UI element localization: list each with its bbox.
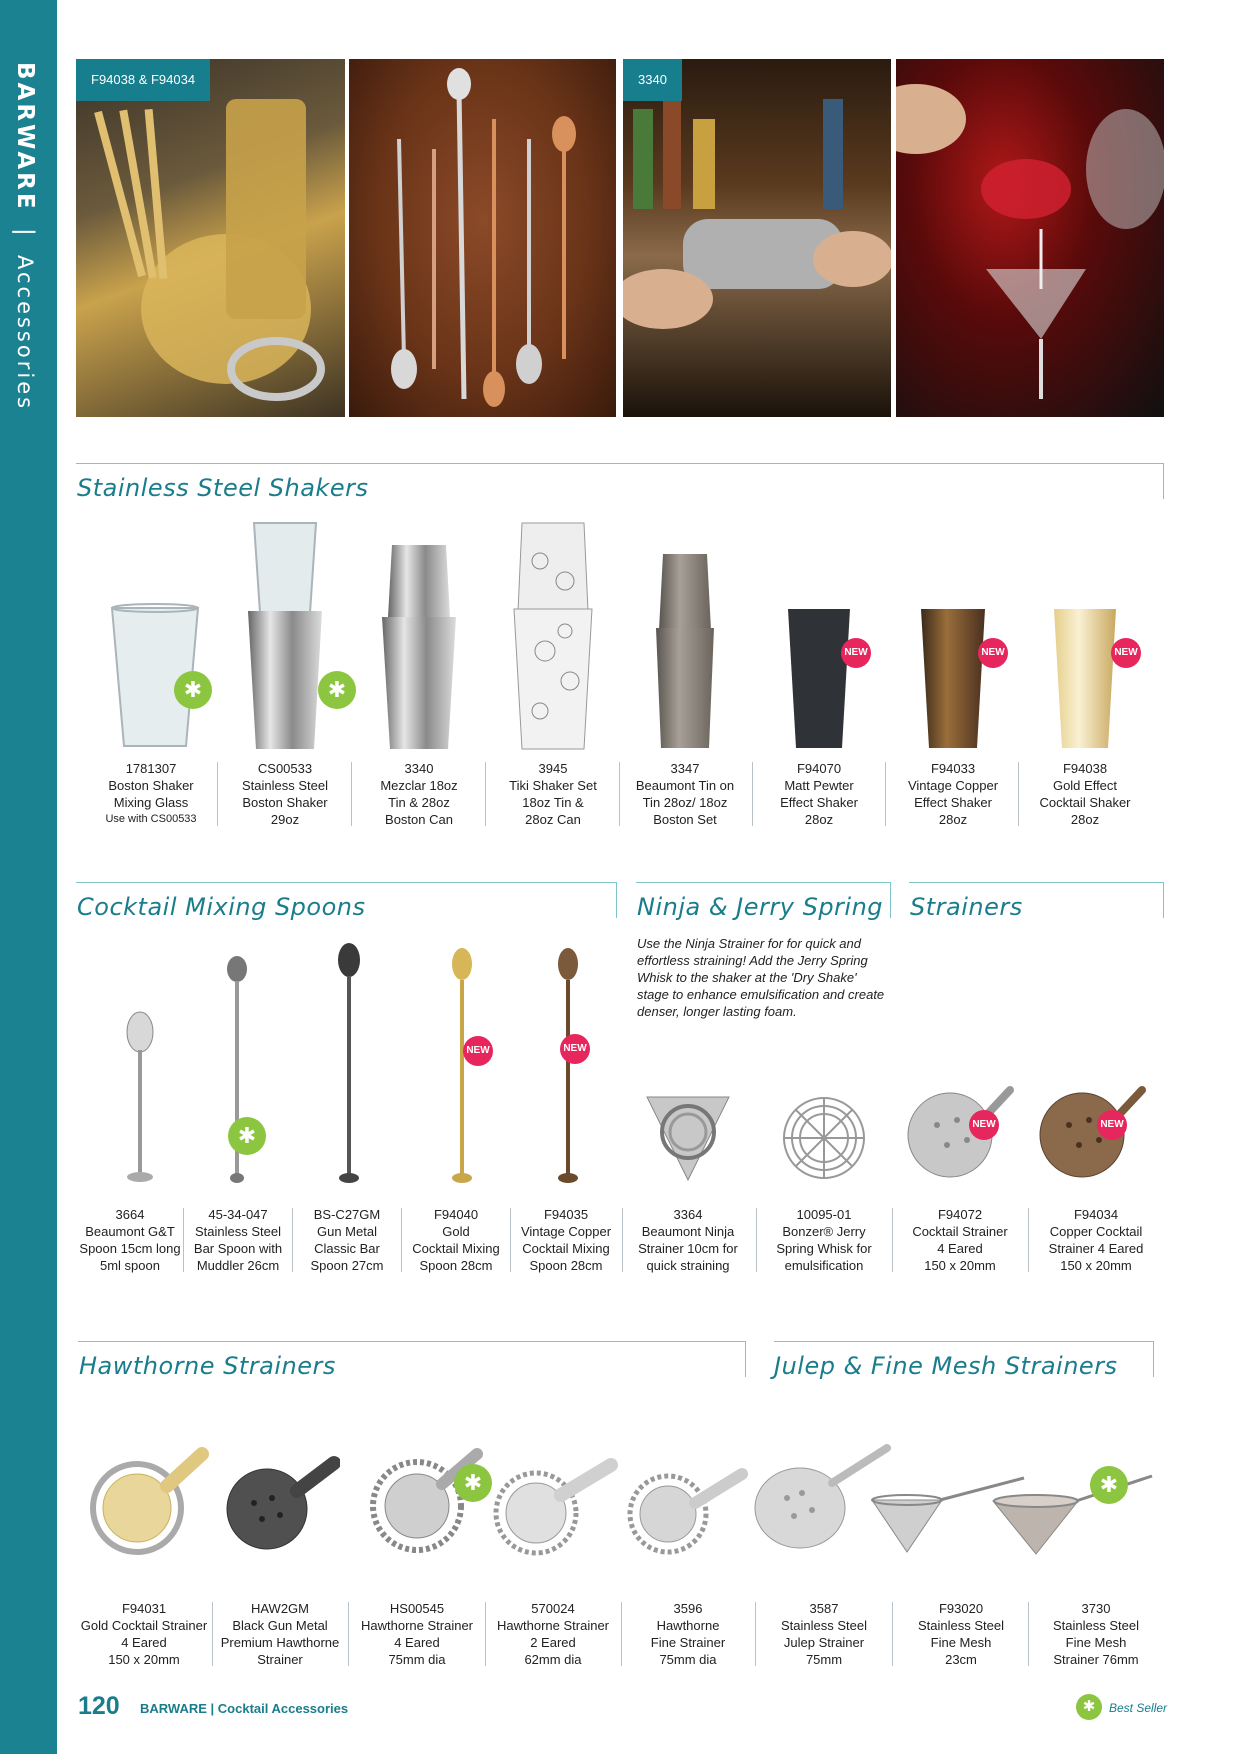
product-desc: Fine Mesh [1065,1635,1127,1650]
new-badge: NEW [978,638,1008,668]
caption-divider [401,1208,402,1272]
product-code: 10095-01 [796,1207,852,1222]
product-desc: 23cm [945,1652,977,1667]
product-desc: Stainless Steel [242,778,328,793]
product-code: 45-34-047 [208,1207,268,1222]
product-code: F94072 [937,1207,983,1222]
product-caption [759,1206,889,1274]
product-caption [295,1206,399,1274]
page-number: 120 [78,1692,120,1720]
product-caption [894,1206,1026,1274]
product-desc: Premium Hawthorne [220,1635,340,1650]
section-title-spoons: Cocktail Mixing Spoons [77,893,366,921]
section-rule [76,882,617,883]
product-code: 1781307 [125,761,177,776]
product-code: F94033 [930,761,976,776]
product-desc: Hawthorne [656,1618,720,1633]
caption-divider [1018,762,1019,826]
caption-divider [892,1208,893,1272]
caption-divider [885,762,886,826]
product-caption [186,1206,290,1274]
product-image-gold-hawthorne [82,1446,210,1558]
caption-divider [212,1602,213,1666]
product-code: F94038 [1062,761,1108,776]
product-desc: emulsification [784,1258,864,1273]
product-caption [620,760,750,828]
footer-section-label: BARWARE | Cocktail Accessories [140,1701,349,1716]
product-desc: 150 x 20mm [1060,1258,1132,1273]
product-desc: Mixing Glass [113,795,189,810]
product-image-hawthorne-fine [620,1458,748,1558]
product-desc: 62mm dia [524,1652,582,1667]
product-desc: Classic Bar [314,1241,380,1256]
product-caption [895,1600,1027,1668]
product-caption [512,1206,620,1274]
product-desc: 4 Eared [937,1241,983,1256]
section-rule [616,882,617,918]
product-image-copper-shaker [919,607,987,750]
product-desc: Stainless Steel [195,1224,281,1239]
product-desc: 4 Eared [394,1635,440,1650]
product-code: HS00545 [389,1601,445,1616]
product-desc: Effect Shaker [780,795,858,810]
product-caption [1020,760,1150,828]
product-image-gold-spoon [447,946,477,1185]
section-rule [78,1341,746,1342]
caption-divider [1028,1208,1029,1272]
product-desc: 2 Eared [530,1635,576,1650]
product-desc: Cocktail Mixing [412,1241,500,1256]
hero-photo-gold-barware [76,59,345,417]
product-image-hawthorne-2eared [486,1453,620,1558]
product-desc: Stainless Steel [1053,1618,1139,1633]
photo-art [349,59,616,417]
best-seller-badge: ✱ [454,1464,492,1502]
product-code: 3945 [538,761,568,776]
product-code: 570024 [531,1601,575,1616]
product-desc: Tiki Shaker Set [509,778,597,793]
photo-tag: F94038 & F94034 [76,59,210,101]
product-desc: 75mm [805,1652,843,1667]
product-desc: Julep Strainer [783,1635,865,1650]
product-caption [215,1600,345,1668]
photo-art [896,59,1164,417]
new-badge: NEW [969,1110,999,1140]
caption-divider [622,1208,623,1272]
product-desc: quick straining [646,1258,730,1273]
product-desc: Black Gun Metal [232,1618,328,1633]
caption-divider [752,762,753,826]
product-desc: 28oz Can [525,812,581,827]
sidebar-label [12,62,38,411]
section-rule [636,882,891,883]
caption-divider [485,762,486,826]
product-code: F94070 [796,761,842,776]
caption-divider [292,1208,293,1272]
product-desc: Boston Shaker [108,778,194,793]
ninja-intro-text: Use the Ninja Strainer for for quick and effortless straining! Add the Jerry Spring Whisk to the shaker at the 'Dry Shake' stage to enhance emulsification and create denser, longer lasting foam. [637,936,885,1019]
product-caption [624,1600,752,1668]
product-code: 3364 [673,1207,703,1222]
product-desc: Boston Set [653,812,717,827]
caption-divider [621,1602,622,1666]
caption-divider [755,1602,756,1666]
product-code: F94035 [543,1207,589,1222]
product-code: F93020 [938,1601,984,1616]
product-caption [404,1206,508,1274]
caption-divider [510,1208,511,1272]
sidebar-subtitle: Accessories [13,254,37,412]
product-image-cocktail-strainer [902,1080,1017,1185]
product-code: F94040 [433,1207,479,1222]
product-desc: Cocktail Strainer [912,1224,1008,1239]
section-rule [745,1341,746,1377]
product-desc: Bar Spoon with [193,1241,283,1256]
product-desc: Strainer 76mm [1053,1652,1139,1667]
product-caption [488,760,618,828]
best-seller-legend-icon: ✱ [1076,1694,1102,1720]
hero-photo-bartender [623,59,891,417]
product-desc: Spoon 15cm long [79,1241,181,1256]
product-image-mezclar-shaker [378,543,460,751]
product-code: 3587 [809,1601,839,1616]
product-desc: Mezclar 18oz [380,778,458,793]
best-seller-badge: ✱ [228,1117,266,1155]
product-image-gt-spoon [120,1010,160,1185]
hero-photo-spoons [349,59,616,417]
product-desc: Strainer 10cm for [638,1241,738,1256]
product-caption [487,1600,619,1668]
product-desc: Vintage Copper [520,1224,612,1239]
hero-photo-straining [896,59,1164,417]
product-caption [1030,1206,1162,1274]
product-image-gold-shaker [1052,607,1118,750]
product-caption [78,1206,182,1274]
product-desc: Gold Effect [1052,778,1118,793]
product-desc: Vintage Copper [907,778,999,793]
product-caption [625,1206,751,1274]
photo-art [623,59,891,417]
new-badge: NEW [841,638,871,668]
new-badge: NEW [560,1034,590,1064]
product-desc: Strainer [257,1652,303,1667]
product-image-boston-shaker [244,521,326,751]
best-seller-badge: ✱ [1090,1466,1128,1504]
product-code: 3730 [1081,1601,1111,1616]
new-badge: NEW [1111,638,1141,668]
product-desc: 75mm dia [659,1652,717,1667]
product-code: CS00533 [257,761,313,776]
product-desc: Beaumont Tin on [635,778,735,793]
product-caption [354,760,484,828]
product-caption [351,1600,483,1668]
product-image-gunmetal-hawthorne [212,1453,340,1553]
product-desc: Boston Shaker [242,795,328,810]
product-image-pewter-shaker [786,607,852,750]
product-image-copper-strainer [1034,1080,1149,1185]
product-desc: Effect Shaker [914,795,992,810]
sidebar-separator: | [12,227,38,239]
product-desc: Gun Metal [317,1224,377,1239]
product-desc: 28oz [938,812,968,827]
product-code: 3347 [670,761,700,776]
product-desc: Stainless Steel [781,1618,867,1633]
best-seller-legend-label: Best Seller [1109,1701,1168,1715]
product-desc: Tin & 28oz [388,795,450,810]
section-rule [1163,463,1164,499]
product-desc: Hawthorne Strainer [361,1618,473,1633]
product-desc: Boston Can [385,812,453,827]
product-image-jerry-whisk [778,1092,870,1184]
product-caption [758,1600,890,1668]
section-rule [909,882,1164,883]
caption-divider [892,1602,893,1666]
product-desc: 18oz Tin & [522,795,584,810]
new-badge: NEW [1097,1110,1127,1140]
product-desc: Muddler 26cm [196,1258,280,1273]
section-rule [890,882,891,918]
sidebar [0,0,57,1754]
product-desc: 28oz [1070,812,1100,827]
product-note: Use with CS00533 [105,813,197,825]
caption-divider [351,762,352,826]
product-desc: Spoon 28cm [419,1258,493,1273]
product-desc: 75mm dia [388,1652,446,1667]
section-rule [76,463,1164,464]
caption-divider [756,1208,757,1272]
product-desc: 5ml spoon [100,1258,160,1273]
product-desc: 28oz [804,812,834,827]
product-image-gunmetal-spoon [334,942,364,1185]
product-code: 3340 [404,761,434,776]
product-desc: Matt Pewter [784,778,854,793]
caption-divider [485,1602,486,1666]
product-code: 3596 [673,1601,703,1616]
caption-divider [348,1602,349,1666]
section-title-ninja: Ninja & Jerry Spring [637,893,884,921]
section-rule [1153,1341,1154,1377]
section-rule [1163,882,1164,918]
section-title-shakers: Stainless Steel Shakers [77,474,369,502]
product-desc: Spoon 27cm [310,1258,384,1273]
product-desc: 150 x 20mm [108,1652,180,1667]
product-desc: Bonzer® Jerry [782,1224,866,1239]
product-desc: Spoon 28cm [529,1258,603,1273]
best-seller-badge: ✱ [174,671,212,709]
product-desc: Strainer 4 Eared [1048,1241,1144,1256]
product-image-copper-spoon [553,946,583,1185]
photo-art [76,59,345,417]
product-desc: Fine Strainer [650,1635,726,1650]
product-image-fine-mesh-76 [978,1466,1158,1562]
product-desc: Beaumont Ninja [641,1224,735,1239]
product-desc: Fine Mesh [930,1635,992,1650]
caption-divider [1028,1602,1029,1666]
product-caption [754,760,884,828]
product-caption [220,760,350,828]
product-code: HAW2GM [250,1601,310,1616]
product-desc: Beaumont G&T [85,1224,175,1239]
product-image-ninja-strainer [642,1092,734,1184]
product-desc: 4 Eared [121,1635,167,1650]
product-desc: 29oz [270,812,300,827]
product-desc: Stainless Steel [918,1618,1004,1633]
product-desc: 150 x 20mm [924,1258,996,1273]
section-title-strainers: Strainers [910,893,1023,921]
caption-divider [183,1208,184,1272]
product-desc: Spring Whisk for [776,1241,872,1256]
product-code: BS-C27GM [313,1207,381,1222]
product-caption [86,760,216,828]
product-desc: Gold Cocktail Strainer [80,1618,208,1633]
section-title-hawthorne: Hawthorne Strainers [79,1352,336,1380]
best-seller-badge: ✱ [318,671,356,709]
product-desc: Gold [442,1224,470,1239]
product-code: F94034 [1073,1207,1119,1222]
section-rule [774,1341,1154,1342]
product-desc: Tin 28oz/ 18oz [642,795,728,810]
product-caption [1030,1600,1162,1668]
sidebar-title: BARWARE [12,62,38,212]
product-image-beaumont-tin [653,552,717,750]
product-caption [888,760,1018,828]
product-code: F94031 [121,1601,167,1616]
new-badge: NEW [463,1036,493,1066]
product-desc: Cocktail Mixing [522,1241,610,1256]
product-desc: Copper Cocktail [1049,1224,1143,1239]
product-desc: Hawthorne Strainer [497,1618,609,1633]
product-image-tiki-shaker [510,521,596,751]
caption-divider [217,762,218,826]
product-caption [78,1600,210,1668]
section-title-julep: Julep & Fine Mesh Strainers [774,1352,1118,1380]
photo-tag: 3340 [623,59,682,101]
product-code: 3664 [115,1207,145,1222]
product-desc: Cocktail Shaker [1039,795,1131,810]
